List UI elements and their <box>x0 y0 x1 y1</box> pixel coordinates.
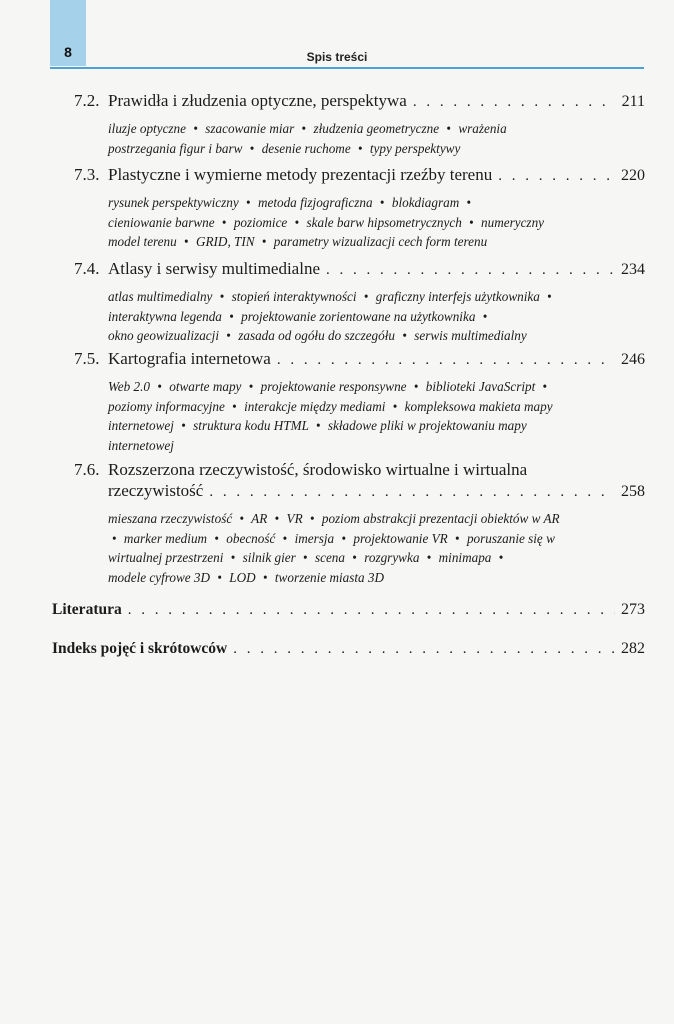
bullet-separator: • <box>261 234 267 249</box>
keyword-item: złudzenia geometryczne <box>313 121 440 136</box>
keyword-item: otwarte mapy <box>169 379 242 394</box>
entry-number: 7.5. <box>74 349 100 368</box>
bullet-separator: • <box>402 328 407 343</box>
keyword-item: Web 2.0 <box>108 379 151 394</box>
bullet-separator: • <box>309 511 315 526</box>
keyword-item: obecność <box>226 530 276 546</box>
keyword-item: LOD <box>229 569 256 585</box>
entry-title: Atlasy i serwisy multimedialne <box>108 259 320 278</box>
bullet-separator: • <box>282 530 288 546</box>
keyword-item: marker medium <box>123 530 208 546</box>
keyword-item: projektowanie responsywne <box>260 379 407 394</box>
bullet-separator: • <box>181 418 186 433</box>
keyword-item: parametry wizualizacji cech form terenu <box>273 234 488 249</box>
bullet-separator: • <box>466 195 472 210</box>
bullet-separator: • <box>229 308 234 324</box>
keyword-item: struktura kodu HTML <box>193 418 309 433</box>
entry-title-line1: Rozszerzona rzeczywistość, środowisko wirtualne i wirtualna <box>108 460 528 479</box>
keyword-item: GRID, TIN <box>195 234 255 249</box>
leader-dots <box>209 482 615 503</box>
toc-entry-7-2[interactable] <box>74 90 645 158</box>
keyword-item: poziomice <box>233 214 288 230</box>
bullet-separator: • <box>262 569 268 585</box>
bullet-separator: • <box>239 511 245 526</box>
keyword-item: składowe pliki w projektowaniu mapy internetowej <box>108 418 527 453</box>
entry-title: Plastyczne i wymierne metody prezentacji rzeźby terenu <box>108 165 493 184</box>
toc-entry-7-4[interactable] <box>74 258 645 346</box>
bullet-separator: • <box>157 379 162 394</box>
bullet-separator: • <box>363 289 369 304</box>
bullet-separator: • <box>221 214 227 230</box>
bullet-separator: • <box>232 398 237 414</box>
bullet-separator: • <box>446 121 452 136</box>
bullet-separator: • <box>426 550 432 565</box>
keyword-item: okno geowizualizacji <box>108 328 219 343</box>
toc-section-literatura[interactable] <box>52 599 645 621</box>
keyword-item: imersja <box>294 530 335 546</box>
keyword-item: wrażenia postrzegania figur i barw <box>108 121 507 156</box>
leader-dots <box>277 350 615 371</box>
keyword-item: interaktywna legenda <box>108 308 222 324</box>
bullet-separator: • <box>357 140 363 156</box>
keyword-item: stopień interaktywności <box>231 289 357 304</box>
entry-number: 7.3. <box>74 165 100 184</box>
entry-number: 7.4. <box>74 259 100 278</box>
keyword-item: interakcje między mediami <box>244 398 386 414</box>
bullet-separator: • <box>341 530 347 546</box>
bullet-separator: • <box>542 379 548 394</box>
keyword-item: AR <box>251 511 268 526</box>
keyword-item: cieniowanie barwne <box>108 214 215 230</box>
bullet-separator: • <box>219 289 225 304</box>
entry-number: 7.6. <box>74 460 100 479</box>
toc-section-indeks[interactable] <box>52 638 645 660</box>
bullet-separator: • <box>392 398 398 414</box>
running-title: Spis treści <box>306 50 368 64</box>
section-title: Literatura <box>52 601 122 618</box>
keyword-item: typy perspektywy <box>369 140 461 156</box>
keyword-item: tworzenie miasta 3D <box>274 569 385 585</box>
keyword-item: projektowanie zorientowane na użytkownika <box>241 308 476 324</box>
keyword-item: serwis multimedialny <box>414 328 527 343</box>
keyword-item: metoda fizjograficzna <box>257 195 373 210</box>
bullet-separator: • <box>301 121 307 136</box>
keyword-item: scena <box>314 550 345 565</box>
keyword-item: kompleksowa makieta mapy internetowej <box>108 398 553 433</box>
leader-dots <box>326 260 615 281</box>
bullet-separator: • <box>352 550 357 565</box>
bullet-separator: • <box>547 289 552 304</box>
keyword-item: numeryczny model terenu <box>108 214 545 249</box>
leader-dots <box>233 639 615 660</box>
keyword-item: skale barw hipsometrycznych <box>306 214 462 230</box>
leader-dots <box>413 92 616 113</box>
bullet-separator: • <box>193 121 198 136</box>
entry-page: 246 <box>621 351 645 368</box>
bullet-separator: • <box>469 214 474 230</box>
entry-page: 211 <box>621 93 645 110</box>
keyword-item: blokdiagram <box>391 195 460 210</box>
bullet-separator: • <box>230 550 236 565</box>
bullet-separator: • <box>294 214 300 230</box>
bullet-separator: • <box>498 550 504 565</box>
section-page: 282 <box>621 640 645 657</box>
entry-page: 258 <box>621 483 645 500</box>
keyword-item: poruszanie się w wirtualnej przestrzeni <box>108 530 555 565</box>
keyword-item: biblioteki JavaScript <box>425 379 536 394</box>
keyword-item: rysunek perspektywiczny <box>108 195 239 210</box>
header-rule <box>50 67 644 69</box>
keyword-item: poziom abstrakcji prezentacji obiektów w AR <box>321 511 560 526</box>
bullet-separator: • <box>482 308 488 324</box>
entry-title: Kartografia internetowa <box>108 349 271 368</box>
entry-keywords <box>108 509 573 587</box>
bullet-separator: • <box>274 511 280 526</box>
entry-title: Prawidła i złudzenia optyczne, perspektywa <box>108 91 407 110</box>
entry-keywords <box>108 287 573 346</box>
leader-dots <box>128 600 615 621</box>
bullet-separator: • <box>455 530 460 546</box>
entry-page: 220 <box>621 167 645 184</box>
keyword-item: silnik gier <box>242 550 296 565</box>
leader-dots <box>498 166 615 187</box>
entry-number: 7.2. <box>74 91 100 110</box>
bullet-separator: • <box>184 234 189 249</box>
keyword-item: desenie ruchome <box>261 140 351 156</box>
entry-keywords <box>108 377 573 455</box>
keyword-item: minimapa <box>438 550 492 565</box>
bullet-separator: • <box>217 569 222 585</box>
bullet-separator: • <box>226 328 231 343</box>
section-title: Indeks pojęć i skrótowców <box>52 640 228 657</box>
keyword-item: projektowanie VR <box>353 530 448 546</box>
bullet-separator: • <box>249 140 255 156</box>
keyword-item: rozgrywka <box>364 550 420 565</box>
toc-entry-7-6[interactable] <box>74 459 645 587</box>
keyword-item: atlas multimedialny <box>108 289 213 304</box>
keyword-item: poziomy informacyjne <box>108 398 225 414</box>
bullet-separator: • <box>315 418 321 433</box>
entry-keywords <box>108 193 573 252</box>
keyword-item: szacowanie miar <box>205 121 295 136</box>
entry-keywords <box>108 119 573 158</box>
bullet-separator: • <box>413 379 419 394</box>
keyword-item: VR <box>286 511 303 526</box>
bullet-separator: • <box>112 530 117 546</box>
toc-entry-7-5[interactable] <box>74 348 645 455</box>
keyword-item: zasada od ogółu do szczegółu <box>238 328 396 343</box>
entry-title: rzeczywistość <box>108 481 204 500</box>
bullet-separator: • <box>379 195 385 210</box>
keyword-item: graficzny interfejs użytkownika <box>375 289 540 304</box>
keyword-item: iluzje optyczne <box>108 121 187 136</box>
keyword-item: mieszana rzeczywistość <box>108 511 233 526</box>
keyword-item: modele cyfrowe 3D <box>108 569 211 585</box>
section-page: 273 <box>621 601 645 618</box>
toc-entry-7-3[interactable] <box>74 164 645 252</box>
page-number: 8 <box>64 44 72 60</box>
bullet-separator: • <box>303 550 308 565</box>
bullet-separator: • <box>246 195 251 210</box>
bullet-separator: • <box>248 379 254 394</box>
bullet-separator: • <box>214 530 219 546</box>
entry-page: 234 <box>621 261 645 278</box>
